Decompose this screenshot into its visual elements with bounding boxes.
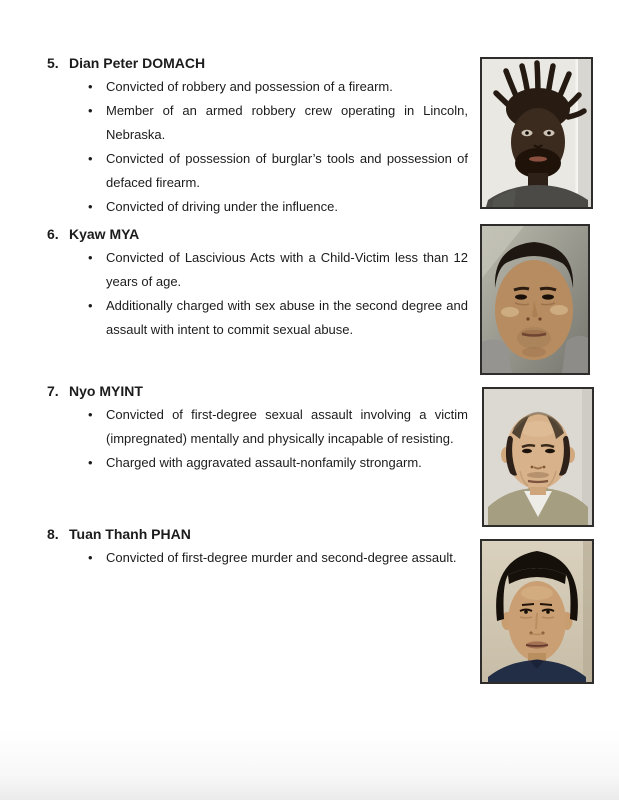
profile-entry xyxy=(47,522,468,570)
profile-entry xyxy=(47,51,468,219)
conviction-line: defaced firearm. xyxy=(106,175,200,190)
profile-name: Kyaw MYA xyxy=(69,226,140,242)
page-bottom-shadow xyxy=(0,730,619,800)
profile-heading xyxy=(47,522,468,546)
conviction-item xyxy=(47,99,468,147)
mugshot-phan xyxy=(480,539,594,684)
conviction-line: Convicted of possession of burglar’s tools and possession of xyxy=(106,151,468,166)
bullet-icon: • xyxy=(88,250,93,265)
bullet-icon: • xyxy=(88,550,93,565)
conviction-line: Convicted of first-degree murder and second-degree assault. xyxy=(106,550,457,565)
conviction-list xyxy=(47,75,468,219)
conviction-line: Convicted of Lascivious Acts with a Child-Victim less than 12 xyxy=(106,250,468,265)
conviction-line: Nebraska. xyxy=(106,127,166,142)
profile-heading xyxy=(47,51,468,75)
mugshot-mya xyxy=(480,224,590,375)
profile-name: Tuan Thanh PHAN xyxy=(69,526,191,542)
bullet-icon: • xyxy=(88,455,93,470)
bullet-icon: • xyxy=(88,298,93,313)
profile-number: 8. xyxy=(47,526,59,542)
conviction-line: Convicted of robbery and possession of a firearm. xyxy=(106,79,393,94)
conviction-line: assault with intent to commit sexual abuse. xyxy=(106,322,354,337)
bullet-icon: • xyxy=(88,103,93,118)
conviction-line: years of age. xyxy=(106,274,182,289)
conviction-line: Charged with aggravated assault-nonfamily strongarm. xyxy=(106,455,422,470)
profile-heading xyxy=(47,222,468,246)
conviction-line: (impregnated) mentally and physically incapable of resisting. xyxy=(106,431,454,446)
conviction-item xyxy=(47,75,468,99)
conviction-line: Additionally charged with sex abuse in the second degree and xyxy=(106,298,468,313)
profile-name: Nyo MYINT xyxy=(69,383,143,399)
conviction-list xyxy=(47,403,468,475)
profile-entry xyxy=(47,222,468,342)
conviction-item xyxy=(47,147,468,195)
profile-name: Dian Peter DOMACH xyxy=(69,55,206,71)
profile-entry xyxy=(47,379,468,475)
conviction-line: Member of an armed robbery crew operating in Lincoln, xyxy=(106,103,468,118)
conviction-list xyxy=(47,546,468,570)
conviction-line: Convicted of first-degree sexual assault involving a victim xyxy=(106,407,468,422)
conviction-item xyxy=(47,294,468,342)
mugshot-domach xyxy=(480,57,593,209)
profile-number: 6. xyxy=(47,226,59,242)
conviction-item xyxy=(47,546,468,570)
conviction-item xyxy=(47,246,468,294)
profile-heading xyxy=(47,379,468,403)
profile-number: 5. xyxy=(47,55,59,71)
mugshot-myint xyxy=(482,387,594,527)
conviction-item xyxy=(47,451,468,475)
bullet-icon: • xyxy=(88,407,93,422)
bullet-icon: • xyxy=(88,199,93,214)
bullet-icon: • xyxy=(88,79,93,94)
conviction-item xyxy=(47,403,468,451)
conviction-line: Convicted of driving under the influence. xyxy=(106,199,338,214)
conviction-list xyxy=(47,246,468,342)
conviction-item xyxy=(47,195,468,219)
profile-number: 7. xyxy=(47,383,59,399)
bullet-icon: • xyxy=(88,151,93,166)
